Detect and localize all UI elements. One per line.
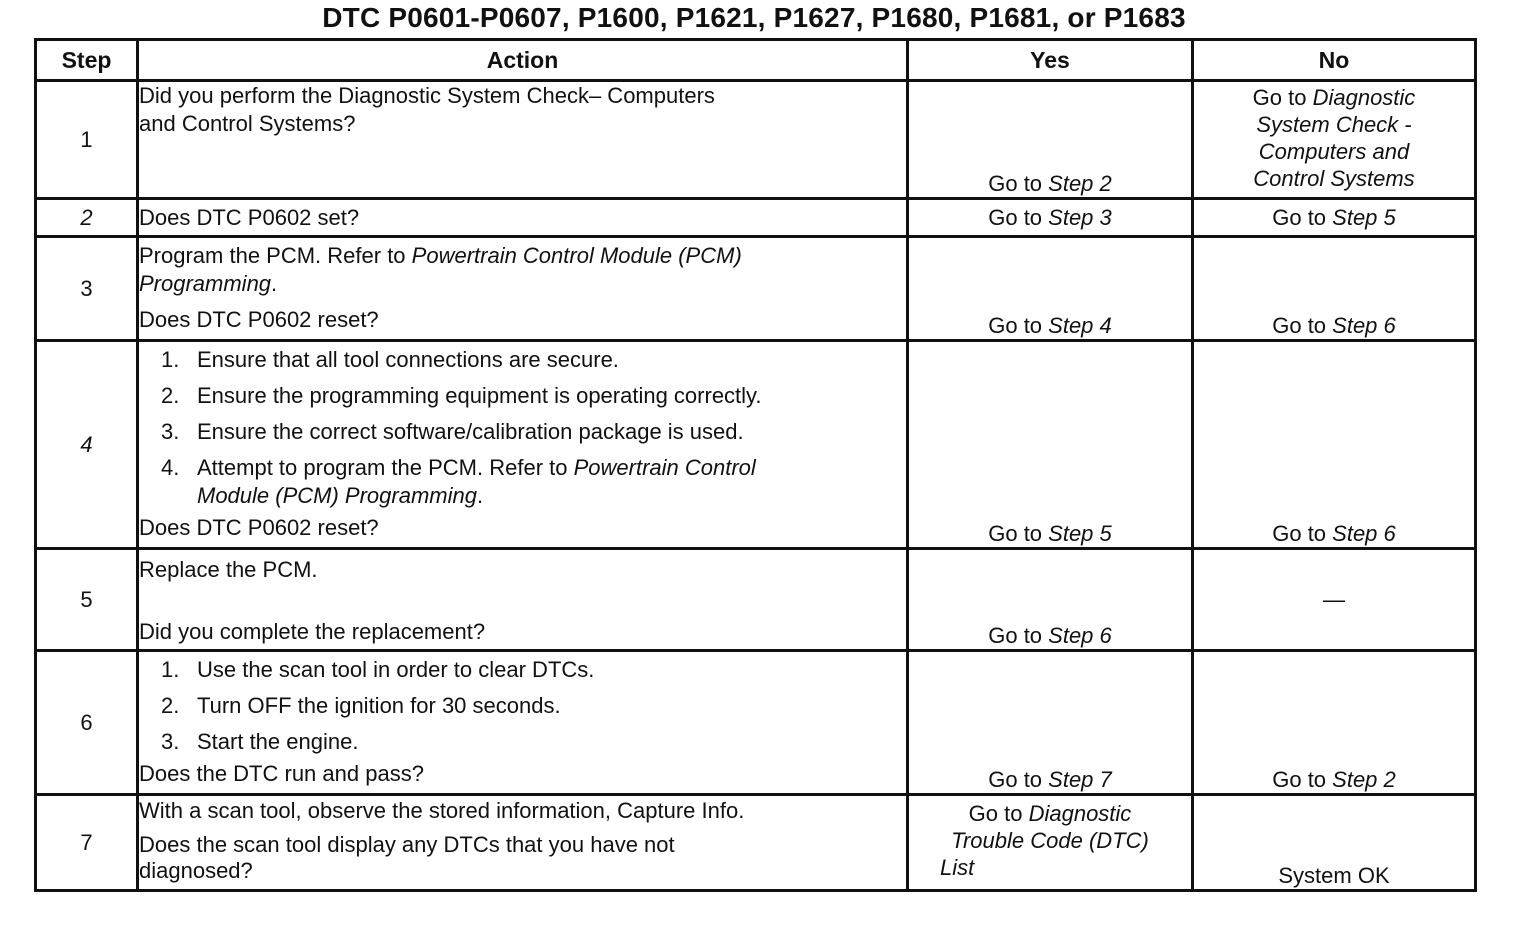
yes-step-link[interactable]: Step 7 bbox=[1048, 767, 1112, 792]
action-line: and Control Systems? bbox=[139, 111, 356, 136]
action-line: Did you perform the Diagnostic System Check– Computers bbox=[139, 83, 715, 108]
no-prefix: Go to bbox=[1272, 521, 1333, 546]
no-reference-link[interactable]: System Check - bbox=[1256, 112, 1412, 137]
action-cell bbox=[138, 341, 908, 549]
action-reference[interactable]: Programming bbox=[139, 271, 272, 296]
no-step-link[interactable]: Step 6 bbox=[1332, 521, 1396, 546]
table-header-row bbox=[36, 40, 1476, 81]
list-item-number: 2. bbox=[161, 383, 180, 408]
action-reference[interactable]: Powertrain Control bbox=[573, 455, 756, 480]
no-cell bbox=[1193, 199, 1476, 237]
yes-step-link[interactable]: Step 6 bbox=[1048, 623, 1112, 648]
yes-cell bbox=[908, 237, 1193, 341]
action-cell bbox=[138, 795, 908, 891]
yes-step-link[interactable]: Step 5 bbox=[1048, 521, 1112, 546]
no-cell bbox=[1193, 651, 1476, 795]
table-row bbox=[36, 81, 1476, 199]
no-reference-link[interactable]: Control Systems bbox=[1253, 166, 1415, 191]
yes-cell bbox=[908, 81, 1193, 199]
list-item-text: Turn OFF the ignition for 30 seconds. bbox=[197, 693, 561, 718]
action-text-end: . bbox=[271, 271, 278, 296]
action-text: Replace the PCM. bbox=[139, 557, 318, 582]
action-text-prefix: Program the PCM. Refer to bbox=[139, 243, 412, 268]
list-item-number: 3. bbox=[161, 729, 180, 754]
list-item-text: Ensure that all tool connections are secure. bbox=[197, 347, 619, 372]
yes-cell bbox=[908, 651, 1193, 795]
action-cell bbox=[138, 549, 908, 651]
yes-step-link[interactable]: Step 3 bbox=[1048, 205, 1112, 230]
table-row bbox=[36, 199, 1476, 237]
action-cell bbox=[138, 651, 908, 795]
action-question-line: diagnosed? bbox=[139, 858, 253, 883]
no-dash: — bbox=[1323, 587, 1345, 612]
action-step-list bbox=[139, 346, 906, 510]
action-reference[interactable]: Powertrain Control Module (PCM) bbox=[411, 243, 742, 268]
list-item bbox=[161, 418, 906, 446]
no-step-link[interactable]: Step 6 bbox=[1332, 313, 1396, 338]
action-cell bbox=[138, 237, 908, 341]
list-item-text: Ensure the programming equipment is operating correctly. bbox=[197, 383, 762, 408]
no-prefix: Go to bbox=[1272, 205, 1333, 230]
list-item bbox=[161, 692, 906, 720]
list-item bbox=[161, 346, 906, 374]
step-number: 3 bbox=[36, 237, 138, 341]
list-item-number: 4. bbox=[161, 455, 180, 480]
step-number: 5 bbox=[36, 549, 138, 651]
step-number: 4 bbox=[36, 341, 138, 549]
table-row bbox=[36, 651, 1476, 795]
yes-reference-link[interactable]: List bbox=[940, 855, 975, 880]
action-question: Does DTC P0602 reset? bbox=[139, 307, 379, 332]
diagnostic-table bbox=[34, 38, 1477, 892]
step-number: 2 bbox=[36, 199, 138, 237]
no-prefix: Go to bbox=[1272, 767, 1333, 792]
list-item bbox=[161, 728, 906, 756]
yes-step-link[interactable]: Step 2 bbox=[1048, 171, 1112, 196]
header-no: No bbox=[1193, 40, 1476, 81]
header-action: Action bbox=[138, 40, 908, 81]
no-cell bbox=[1193, 237, 1476, 341]
action-question: Does DTC P0602 reset? bbox=[139, 515, 379, 540]
list-item-text: Attempt to program the PCM. Refer to bbox=[197, 455, 574, 480]
table-row bbox=[36, 341, 1476, 549]
list-item-number: 3. bbox=[161, 419, 180, 444]
list-item-number: 1. bbox=[161, 657, 180, 682]
yes-cell bbox=[908, 199, 1193, 237]
yes-cell bbox=[908, 549, 1193, 651]
no-prefix: Go to bbox=[1272, 313, 1333, 338]
no-cell bbox=[1193, 341, 1476, 549]
yes-prefix: Go to bbox=[988, 313, 1049, 338]
no-result-text: System OK bbox=[1278, 863, 1390, 888]
step-number: 7 bbox=[36, 795, 138, 891]
yes-prefix: Go to bbox=[968, 801, 1029, 826]
table-row bbox=[36, 795, 1476, 891]
action-question-line: Does the scan tool display any DTCs that you have not bbox=[139, 832, 675, 857]
yes-prefix: Go to bbox=[988, 623, 1049, 648]
action-cell bbox=[138, 81, 908, 199]
list-item-text: Start the engine. bbox=[197, 729, 359, 754]
action-question: Did you complete the replacement? bbox=[139, 619, 486, 644]
action-question bbox=[139, 832, 906, 884]
action-text: Does DTC P0602 set? bbox=[139, 204, 360, 230]
yes-cell bbox=[908, 795, 1193, 891]
no-cell bbox=[1193, 549, 1476, 651]
action-reference[interactable]: Module (PCM) Programming bbox=[197, 483, 477, 508]
yes-reference-link[interactable]: Diagnostic bbox=[1028, 801, 1132, 826]
no-reference-link[interactable]: Computers and bbox=[1258, 139, 1410, 164]
list-item bbox=[161, 656, 906, 684]
yes-cell bbox=[908, 341, 1193, 549]
yes-reference-link[interactable]: Trouble Code (DTC) bbox=[951, 828, 1149, 853]
no-cell bbox=[1193, 795, 1476, 891]
list-item-text-end: . bbox=[476, 483, 484, 508]
no-step-link[interactable]: Step 2 bbox=[1332, 767, 1396, 792]
header-yes: Yes bbox=[908, 40, 1193, 81]
action-text bbox=[139, 82, 906, 138]
header-step: Step bbox=[36, 40, 138, 81]
step-number: 1 bbox=[36, 81, 138, 199]
action-cell bbox=[138, 199, 908, 237]
no-reference-link[interactable]: Diagnostic bbox=[1312, 85, 1416, 110]
no-prefix: Go to bbox=[1252, 85, 1313, 110]
no-step-link[interactable]: Step 5 bbox=[1332, 205, 1396, 230]
list-item-text: Use the scan tool in order to clear DTCs. bbox=[197, 657, 595, 682]
yes-prefix: Go to bbox=[988, 205, 1049, 230]
no-cell bbox=[1193, 81, 1476, 199]
table-row bbox=[36, 237, 1476, 341]
action-question: Does the DTC run and pass? bbox=[139, 761, 424, 786]
list-item bbox=[161, 382, 906, 410]
yes-step-link[interactable]: Step 4 bbox=[1048, 313, 1112, 338]
page-title: DTC P0601-P0607, P1600, P1621, P1627, P1680, P1681, or P1683 bbox=[322, 2, 1186, 33]
yes-prefix: Go to bbox=[988, 767, 1049, 792]
yes-prefix: Go to bbox=[988, 171, 1049, 196]
list-item-number: 1. bbox=[161, 347, 180, 372]
action-text bbox=[139, 242, 906, 298]
list-item-text: Ensure the correct software/calibration package is used. bbox=[197, 419, 744, 444]
yes-prefix: Go to bbox=[988, 521, 1049, 546]
list-item-number: 2. bbox=[161, 693, 180, 718]
action-step-list bbox=[139, 656, 906, 756]
list-item bbox=[161, 454, 906, 510]
action-text: With a scan tool, observe the stored information, Capture Info. bbox=[139, 798, 745, 823]
table-row bbox=[36, 549, 1476, 651]
step-number: 6 bbox=[36, 651, 138, 795]
